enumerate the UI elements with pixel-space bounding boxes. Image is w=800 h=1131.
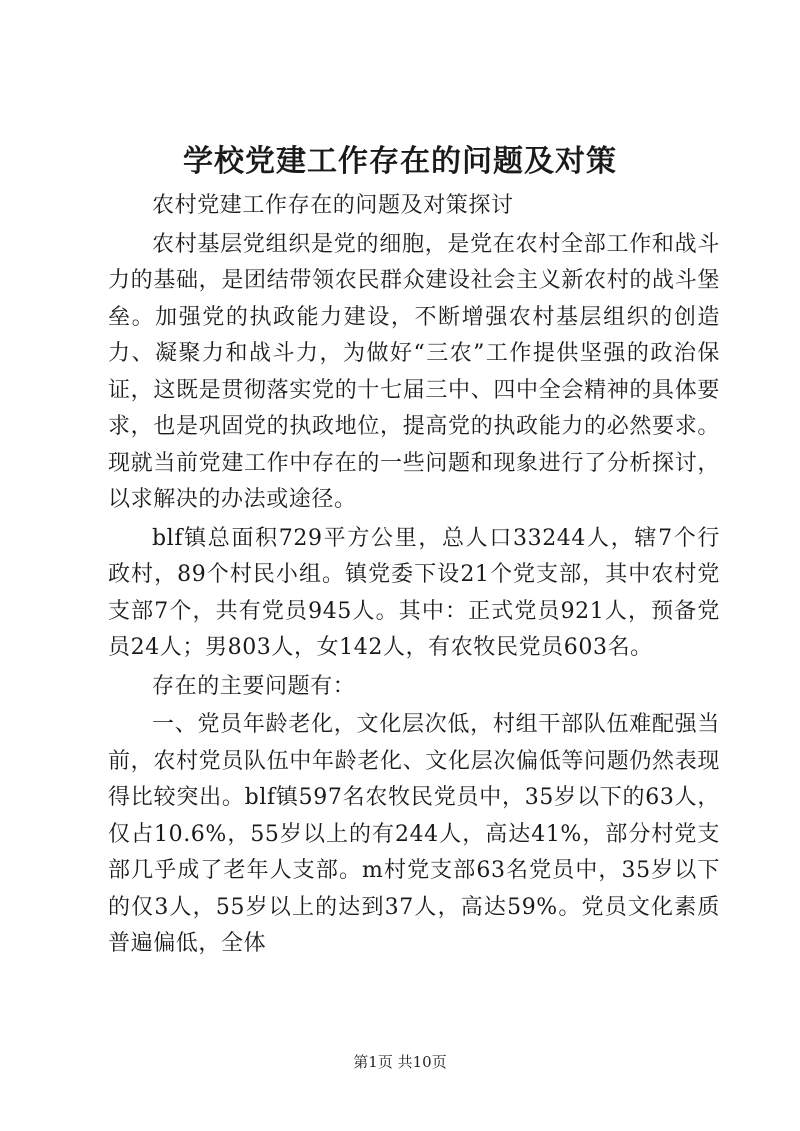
subtitle-paragraph: 农村党建工作存在的问题及对策探讨 [152,193,514,218]
document-title: 学校党建工作存在的问题及对策 [183,144,617,179]
problems-heading-paragraph: 存在的主要问题有： [152,673,356,699]
statistics-paragraph: blf镇总面积729平方公里，总人口33244人，辖7个行政村，89个村民小组。镇党委下设21个党支部，其中农村党支部7个，共有党员945人。其中：正式党员921人，预备党员24人；男803人，女142人，有农牧民党员603名。 [108,525,720,660]
intro-paragraph: 农村基层党组织是党的细胞，是党在农村全部工作和战斗力的基础，是团结带领农民群众建设社会主义新农村的战斗堡垒。加强党的执政能力建设，不断增强农村基层组织的创造力、凝聚力和战斗力，为做好“三农”工作提供坚强的政治保证，这既是贯彻落实党的十七届三中、四中全会精神的具体要求，也是巩固党的执政地位，提高党的执政能力的必然要求。现就当前党建工作中存在的一些问题和现象进行了分析探讨，以求解决的办法或途径。 [108,231,720,512]
problem-one-paragraph: 一、党员年龄老化，文化层次低，村组干部队伍难配强当前，农村党员队伍中年龄老化、文化层次偏低等问题仍然表现得比较突出。blf镇597名农牧民党员中，35岁以下的63人，仅占10.6%，55岁以上的有244人，高达41%，部分村党支部几乎成了老年人支部。m村党支部63名党员中，35岁以下的仅3人，55岁以上的达到37人，高达59%。党员文化素质普遍偏低，全体 [108,712,720,956]
page-footer: 第1页 共10页 [353,1053,447,1071]
document-body [108,188,720,965]
